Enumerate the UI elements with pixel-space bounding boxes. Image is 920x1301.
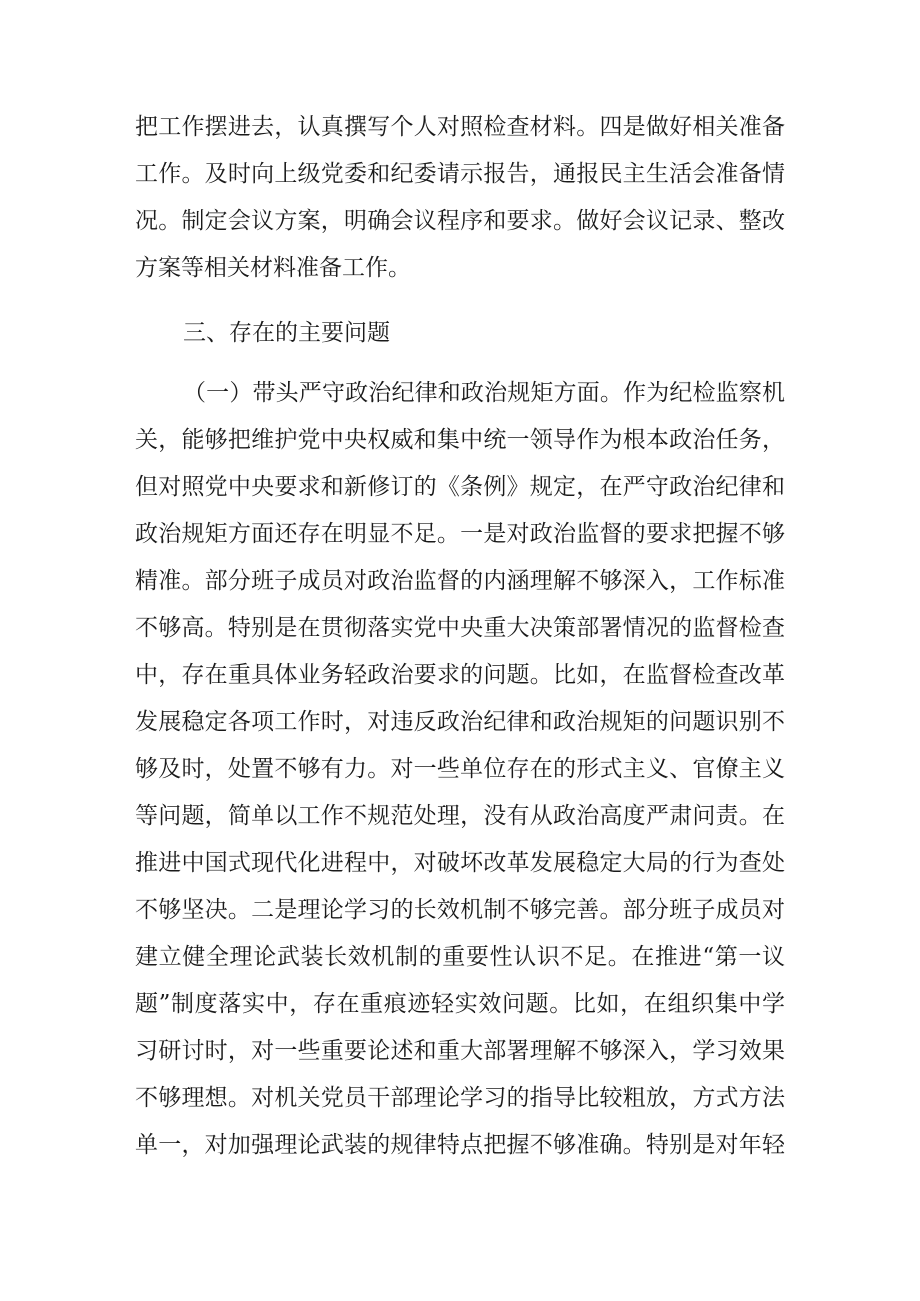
text-line: 中，存在重具体业务轻政治要求的问题。比如，在监督检查改革 [135, 662, 785, 688]
text-line: 不够理想。对机关党员干部理论学习的指导比较粗放，方式方法 [135, 1085, 785, 1111]
section-heading: 三、存在的主要问题 [183, 320, 390, 346]
text-line: （一）带头严守政治纪律和政治规矩方面。作为纪检监察机 [183, 380, 785, 406]
text-line: 不够坚决。二是理论学习的长效机制不够完善。部分班子成员对 [135, 897, 785, 923]
text-line: 工作。及时向上级党委和纪委请示报告，通报民主生活会准备情 [135, 161, 785, 187]
text-line: 不够高。特别是在贯彻落实党中央重大决策部署情况的监督检查 [135, 615, 785, 641]
text-line: 推进中国式现代化进程中，对破坏改革发展稳定大局的行为查处 [135, 850, 785, 876]
text-line: 精准。部分班子成员对政治监督的内涵理解不够深入，工作标准 [135, 568, 785, 594]
text-line: 关，能够把维护党中央权威和集中统一领导作为根本政治任务， [135, 427, 785, 453]
text-line: 单一，对加强理论武装的规律特点把握不够准确。特别是对年轻 [135, 1132, 785, 1158]
text-line: 等问题，简单以工作不规范处理，没有从政治高度严肃问责。在 [135, 803, 785, 829]
text-line: 把工作摆进去，认真撰写个人对照检查材料。四是做好相关准备 [135, 114, 785, 140]
text-line: 方案等相关材料准备工作。 [135, 255, 411, 281]
text-line: 够及时，处置不够有力。对一些单位存在的形式主义、官僚主义 [135, 756, 785, 782]
text-line: 建立健全理论武装长效机制的重要性认识不足。在推进“第一议 [135, 944, 785, 970]
text-line: 题”制度落实中，存在重痕迹轻实效问题。比如，在组织集中学 [135, 991, 785, 1017]
text-line: 但对照党中央要求和新修订的《条例》规定，在严守政治纪律和 [135, 474, 785, 500]
text-line: 习研讨时，对一些重要论述和重大部署理解不够深入，学习效果 [135, 1038, 785, 1064]
text-line: 发展稳定各项工作时，对违反政治纪律和政治规矩的问题识别不 [135, 709, 785, 735]
text-line: 况。制定会议方案，明确会议程序和要求。做好会议记录、整改 [135, 208, 785, 234]
text-line: 政治规矩方面还存在明显不足。一是对政治监督的要求把握不够 [135, 521, 785, 547]
